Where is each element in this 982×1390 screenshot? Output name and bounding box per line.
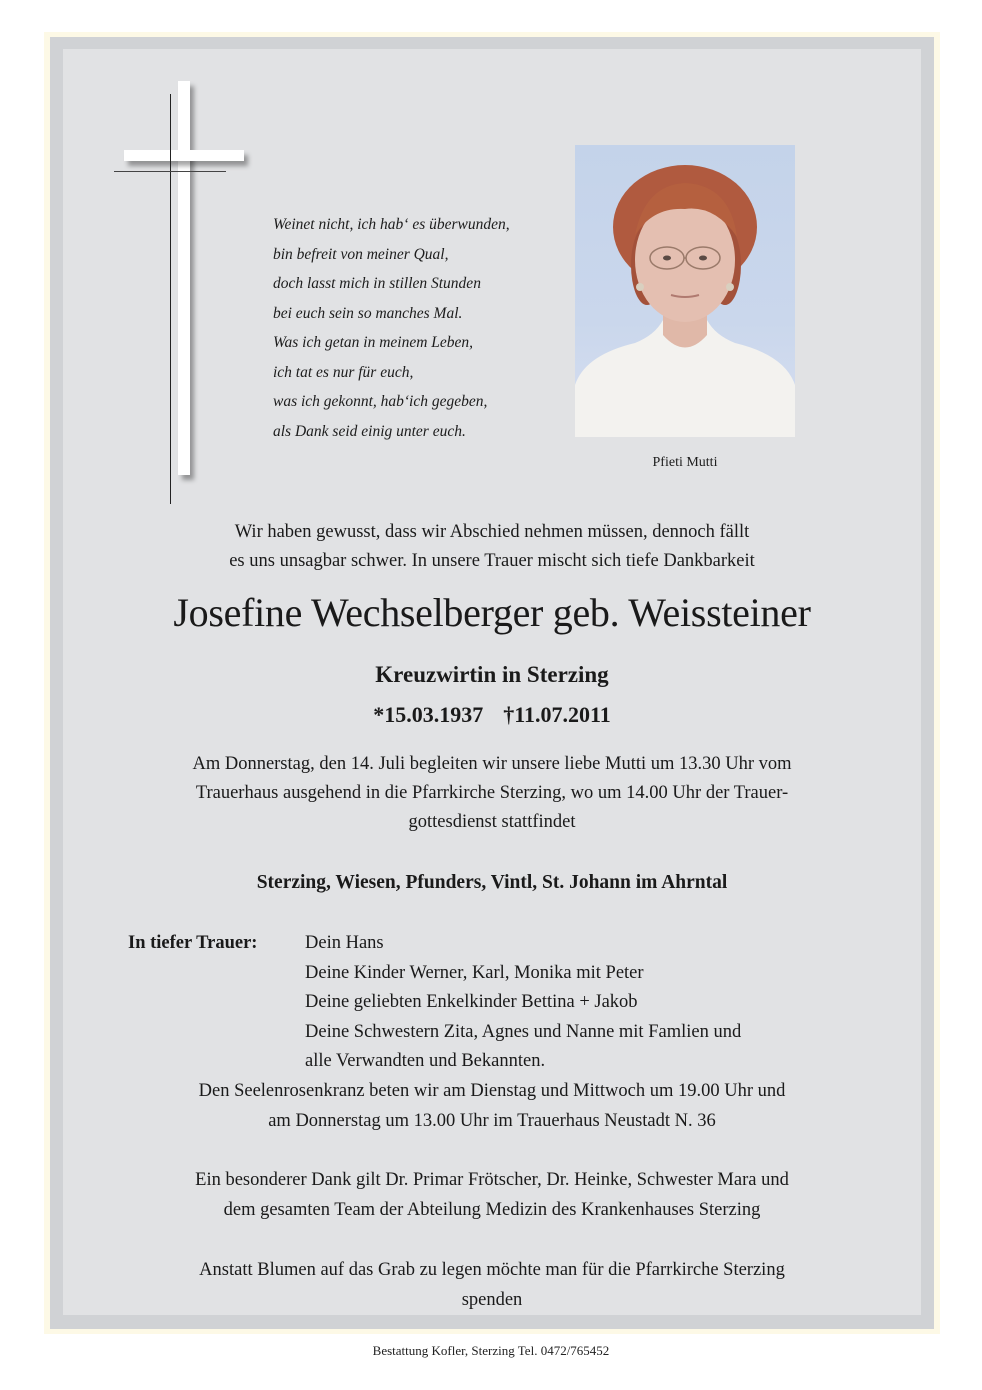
mourner-line: Deine geliebten Enkelkinder Bettina + Jakob (305, 992, 638, 1013)
funeral-announcement (63, 750, 921, 837)
poem-line: als Dank seid einig unter euch. (273, 422, 466, 440)
thanks-line: Ein besonderer Dank gilt Dr. Primar Frötscher, Dr. Heinke, Schwester Mara und (195, 1170, 789, 1190)
portrait-illustration (575, 145, 795, 437)
funeral-home-footer: Bestattung Kofler, Sterzing Tel. 0472/765452 (372, 1343, 610, 1358)
mourner-line: alle Verwandten und Bekannten. (305, 1051, 546, 1072)
deceased-title: Kreuzwirtin in Sterzing (375, 662, 609, 687)
flowers-note (63, 1256, 921, 1315)
poem-line: Weinet nicht, ich hab‘ es überwunden, (273, 216, 510, 233)
poem-line: doch lasst mich in stillen Stunden (273, 275, 481, 292)
cross-horizontal-line (114, 171, 226, 172)
poem-line: bin befreit von meiner Qual, (273, 245, 449, 263)
thanks-line: dem gesamten Team der Abteilung Medizin des Krankenhauses Sterzing (223, 1199, 761, 1220)
deceased-name: Josefine Wechselberger geb. Weissteiner (173, 590, 811, 635)
birth-date: *15.03.1937 (373, 702, 484, 727)
poem-line: ich tat es nur für euch, (273, 363, 414, 381)
intro-line: es uns unsagbar schwer. In unsere Trauer mischt sich tiefe Dankbarkeit (229, 551, 755, 571)
cross-vertical-beam (178, 81, 190, 475)
life-dates (63, 700, 921, 730)
poem-line: bei euch sein so manches Mal. (273, 304, 463, 322)
mourners-list (305, 929, 741, 1077)
flowers-line: Anstatt Blumen auf das Grab zu legen möchte man für die Pfarrkirche Sterzing (199, 1260, 785, 1280)
rosary-line: Den Seelenrosenkranz beten wir am Dienstag und Mittwoch um 19.00 Uhr und (198, 1081, 786, 1101)
mourner-line: Deine Schwestern Zita, Agnes und Nanne mit Famlien und (305, 1021, 742, 1042)
thanks-text (63, 1166, 921, 1225)
flowers-line: spenden (461, 1289, 523, 1310)
poem (273, 210, 573, 446)
cross-horizontal-beam (124, 150, 244, 161)
cross-vertical-line (170, 94, 171, 504)
poem-line: was ich gekonnt, hab‘ich gegeben, (273, 393, 488, 410)
mourners-label: In tiefer Trauer: (128, 933, 258, 953)
rosary-line: am Donnerstag um 13.00 Uhr im Trauerhaus Neustadt N. 36 (268, 1110, 716, 1131)
funeral-line: Am Donnerstag, den 14. Juli begleiten wir unsere liebe Mutti um 13.30 Uhr vom (192, 754, 792, 774)
photo-caption: Pfieti Mutti (652, 455, 718, 470)
funeral-line: Trauerhaus ausgehend in die Pfarrkirche Sterzing, wo um 14.00 Uhr der Trauer- (195, 783, 789, 803)
intro-line: Wir haben gewusst, dass wir Abschied nehmen müssen, dennoch fällt (234, 522, 750, 542)
death-date: †11.07.2011 (503, 702, 611, 727)
portrait-photo (575, 145, 795, 437)
poem-line: Was ich getan in meinem Leben, (273, 334, 474, 351)
mourner-line: Dein Hans (305, 933, 384, 953)
mourner-line: Deine Kinder Werner, Karl, Monika mit Peter (305, 962, 644, 983)
funeral-line: gottesdienst stattfindet (408, 812, 576, 832)
rosary-announcement (63, 1077, 921, 1136)
intro-text (63, 518, 921, 576)
places: Sterzing, Wiesen, Pfunders, Vintl, St. Johann im Ahrntal (256, 872, 728, 893)
